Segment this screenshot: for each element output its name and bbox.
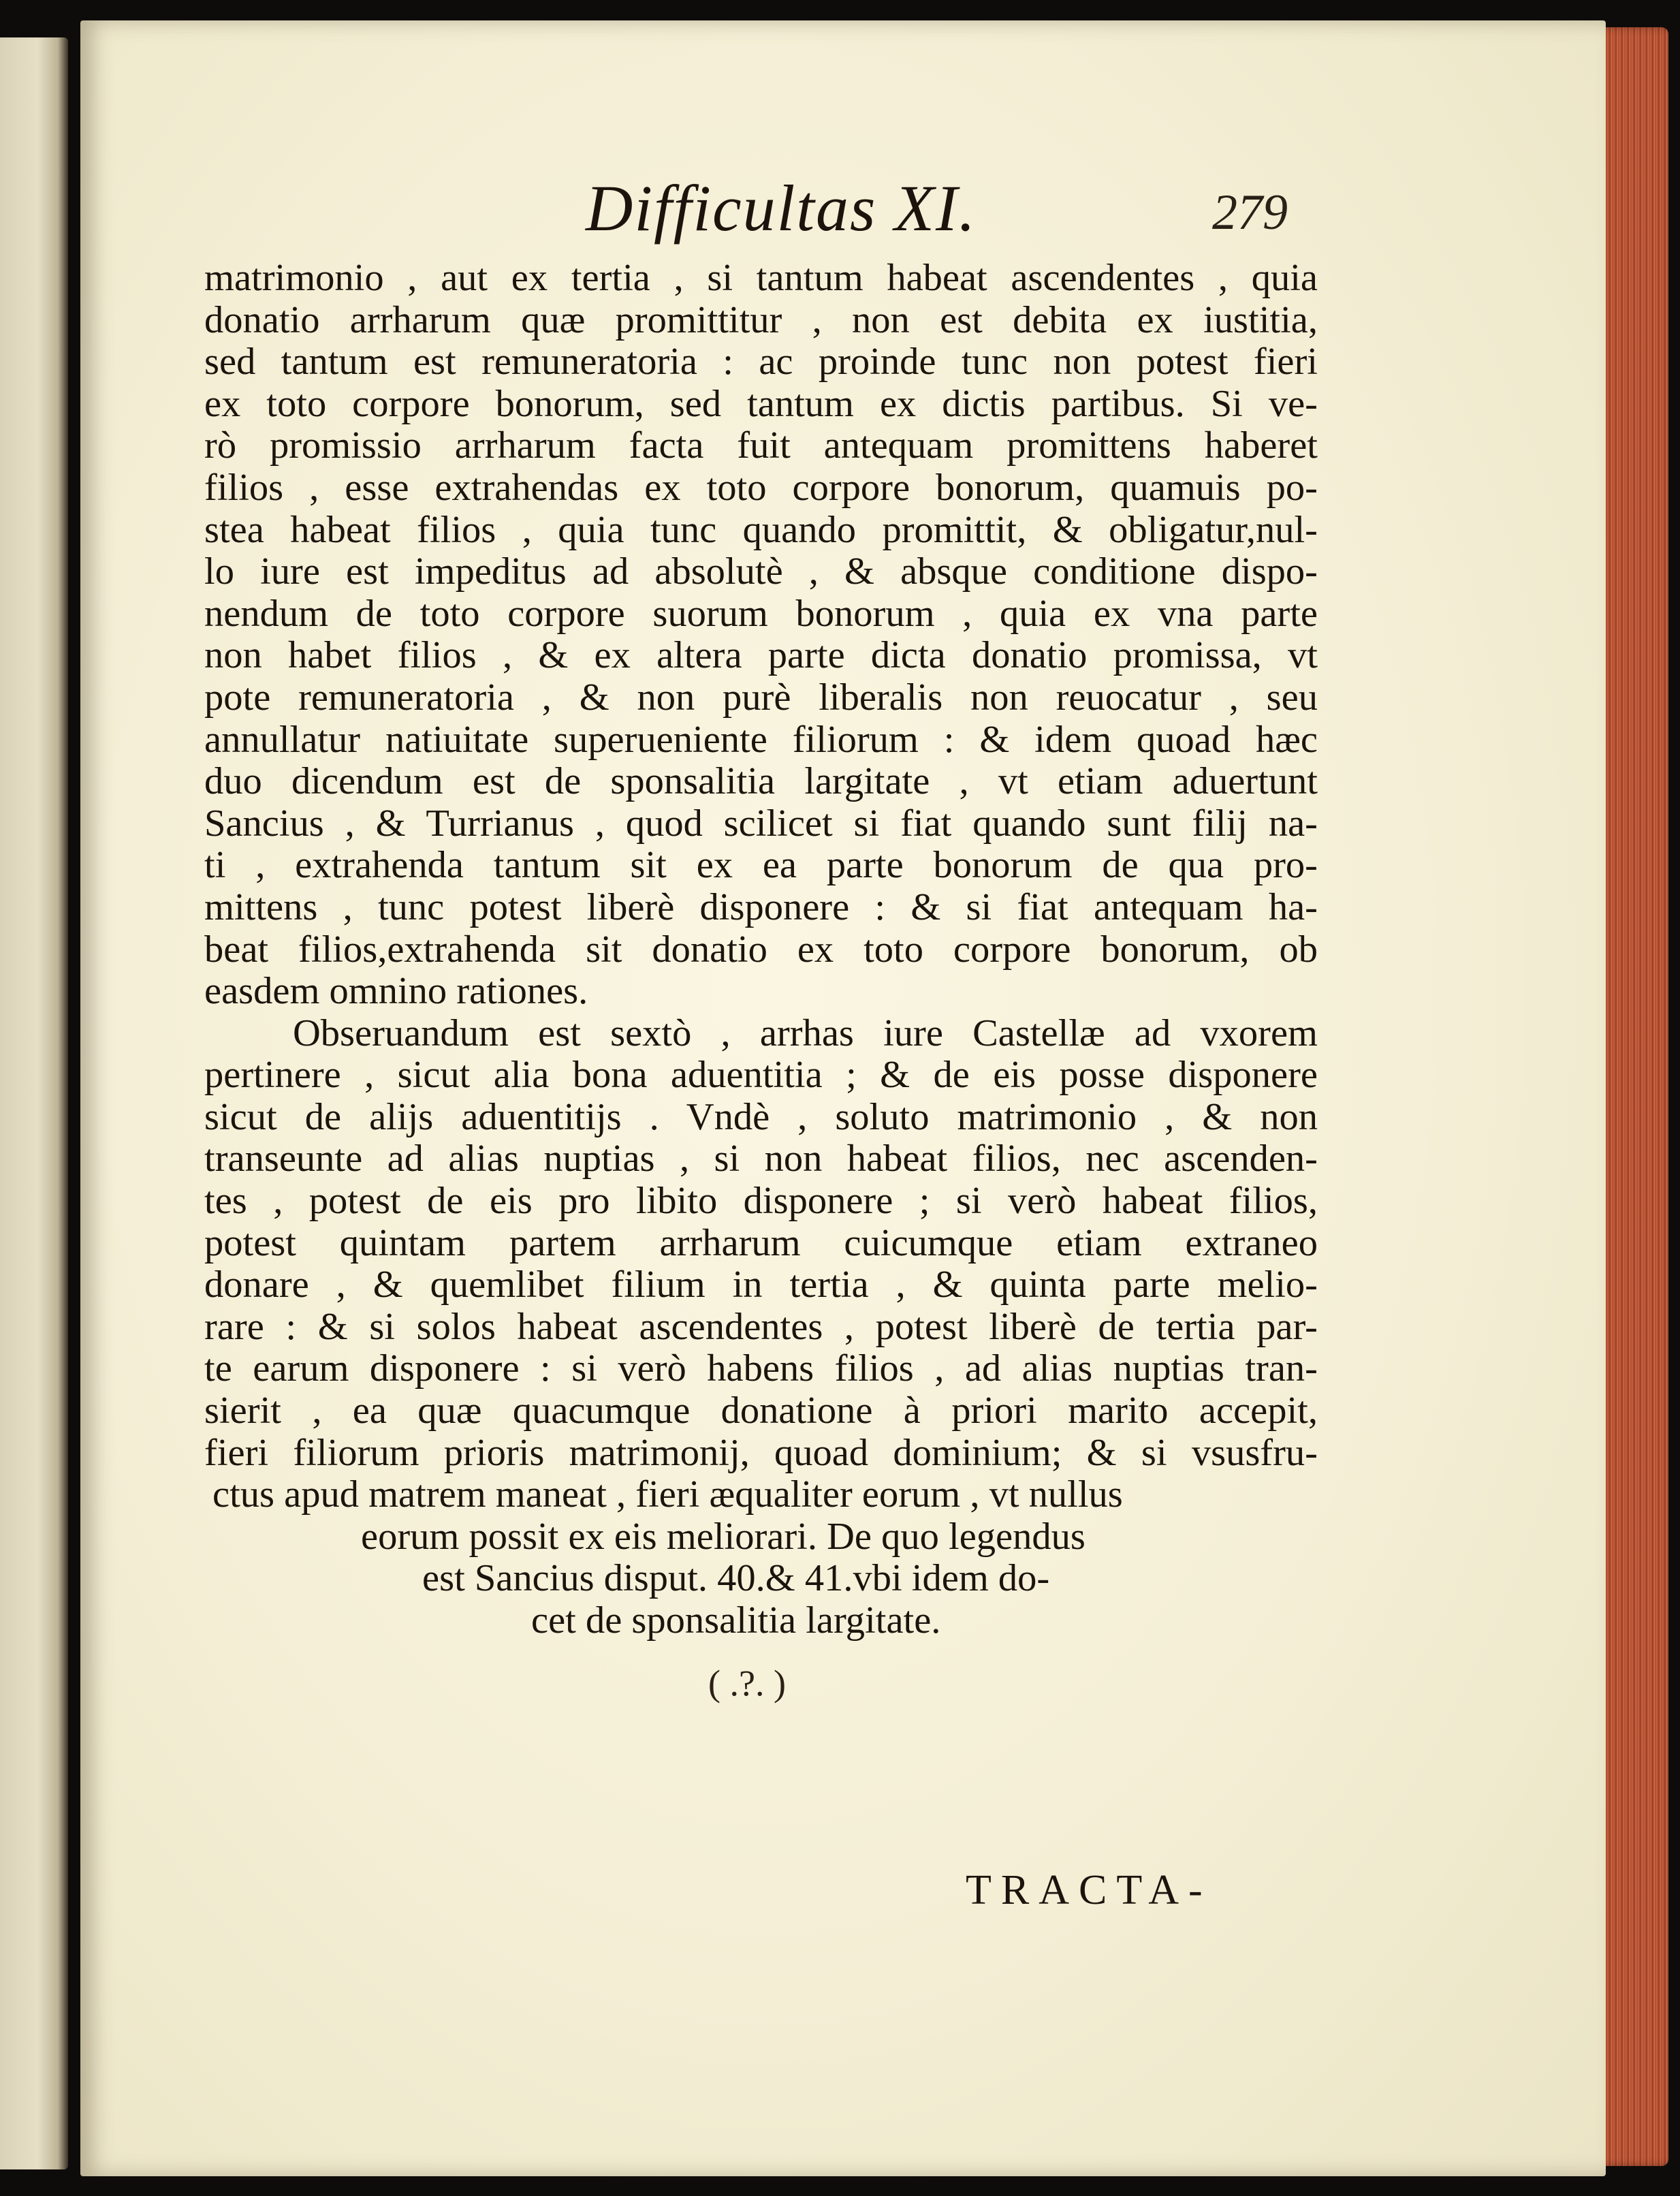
text-line: beat filios,extrahenda sit donatio ex toto corpore bonorum, ob	[204, 928, 1318, 971]
text-line: pertinere , sicut alia bona aduentitia ; & de eis posse disponere	[204, 1054, 1318, 1097]
text-line: Sancius , & Turrianus , quod scilicet si fiat quando sunt filij na-	[204, 802, 1318, 845]
facing-page-edge	[0, 37, 68, 2169]
text-line: non habet filios , & ex altera parte dicta donatio promissa, vt	[204, 634, 1318, 677]
text-line: nendum de toto corpore suorum bonorum , quia ex vna parte	[204, 592, 1318, 635]
text-line: donare , & quemlibet filium in tertia , & quinta parte melio-	[204, 1264, 1318, 1306]
body-text	[204, 257, 1318, 1642]
text-line: te earum disponere : si verò habens filios , ad alias nuptias tran-	[204, 1347, 1318, 1390]
text-line: rare : & si solos habeat ascendentes , potest liberè de tertia par-	[204, 1305, 1318, 1348]
paragraph-first-line: Obseruandum est sextò , arrhas iure Castellæ ad vxorem	[293, 1011, 1318, 1054]
text-line: donatio arrharum quæ promittitur , non est debita ex iustitia,	[204, 298, 1318, 341]
signature-mark: ( .?. )	[708, 1663, 786, 1704]
page-number: 279	[1212, 185, 1288, 240]
text-line: sed tantum est remuneratoria : ac proinde tunc non potest fieri	[204, 341, 1318, 383]
text-line: sicut de alijs aduentitijs . Vndè , soluto matrimonio , & non	[204, 1095, 1318, 1138]
text-line: eorum possit ex eis meliorari. De quo legendus	[361, 1515, 1085, 1558]
text-line: cet de sponsalitia largitate.	[531, 1599, 941, 1642]
text-line: duo dicendum est de sponsalitia largitate , vt etiam aduertunt	[204, 760, 1318, 803]
text-line: est Sancius disput. 40.& 41.vbi idem do-	[422, 1557, 1050, 1600]
text-line: ti , extrahenda tantum sit ex ea parte bonorum de qua pro-	[204, 844, 1318, 887]
text-line: filios , esse extrahendas ex toto corpore bonorum, quamuis po-	[204, 466, 1318, 509]
text-line: fieri filiorum prioris matrimonij, quoad dominium; & si vsusfru-	[204, 1431, 1318, 1474]
text-line: mittens , tunc potest liberè disponere : & si fiat antequam ha-	[204, 885, 1318, 928]
text-line: lo iure est impeditus ad absolutè , & absque conditione dispo-	[204, 550, 1318, 593]
text-line: sierit , ea quæ quacumque donatione à priori marito accepit,	[204, 1390, 1318, 1432]
text-line: ctus apud matrem maneat , fieri æqualiter eorum , vt nullus	[212, 1473, 1123, 1516]
text-line: transeunte ad alias nuptias , si non habeat filios, nec ascenden-	[204, 1138, 1318, 1180]
running-head: Difficultas XI.	[586, 172, 977, 245]
text-line: tes , potest de eis pro libito disponere ; si verò habeat filios,	[204, 1180, 1318, 1223]
text-line: stea habeat filios , quia tunc quando promittit, & obligatur,nul-	[204, 508, 1318, 551]
text-line: potest quintam partem arrharum cuicumque etiam extraneo	[204, 1221, 1318, 1264]
text-line: pote remuneratoria , & non purè liberalis non reuocatur , seu	[204, 676, 1318, 719]
text-line: easdem omnino rationes.	[204, 970, 588, 1013]
text-line: ex toto corpore bonorum, sed tantum ex dictis partibus. Si ve-	[204, 382, 1318, 425]
text-line: matrimonio , aut ex tertia , si tantum habeat ascendentes , quia	[204, 257, 1318, 299]
catchword: TRACTA-	[966, 1867, 1212, 1913]
text-line: annullatur natiuitate superueniente filiorum : & idem quoad hæc	[204, 718, 1318, 761]
text-line: rò promissio arrharum facta fuit antequam promittens haberet	[204, 424, 1318, 467]
